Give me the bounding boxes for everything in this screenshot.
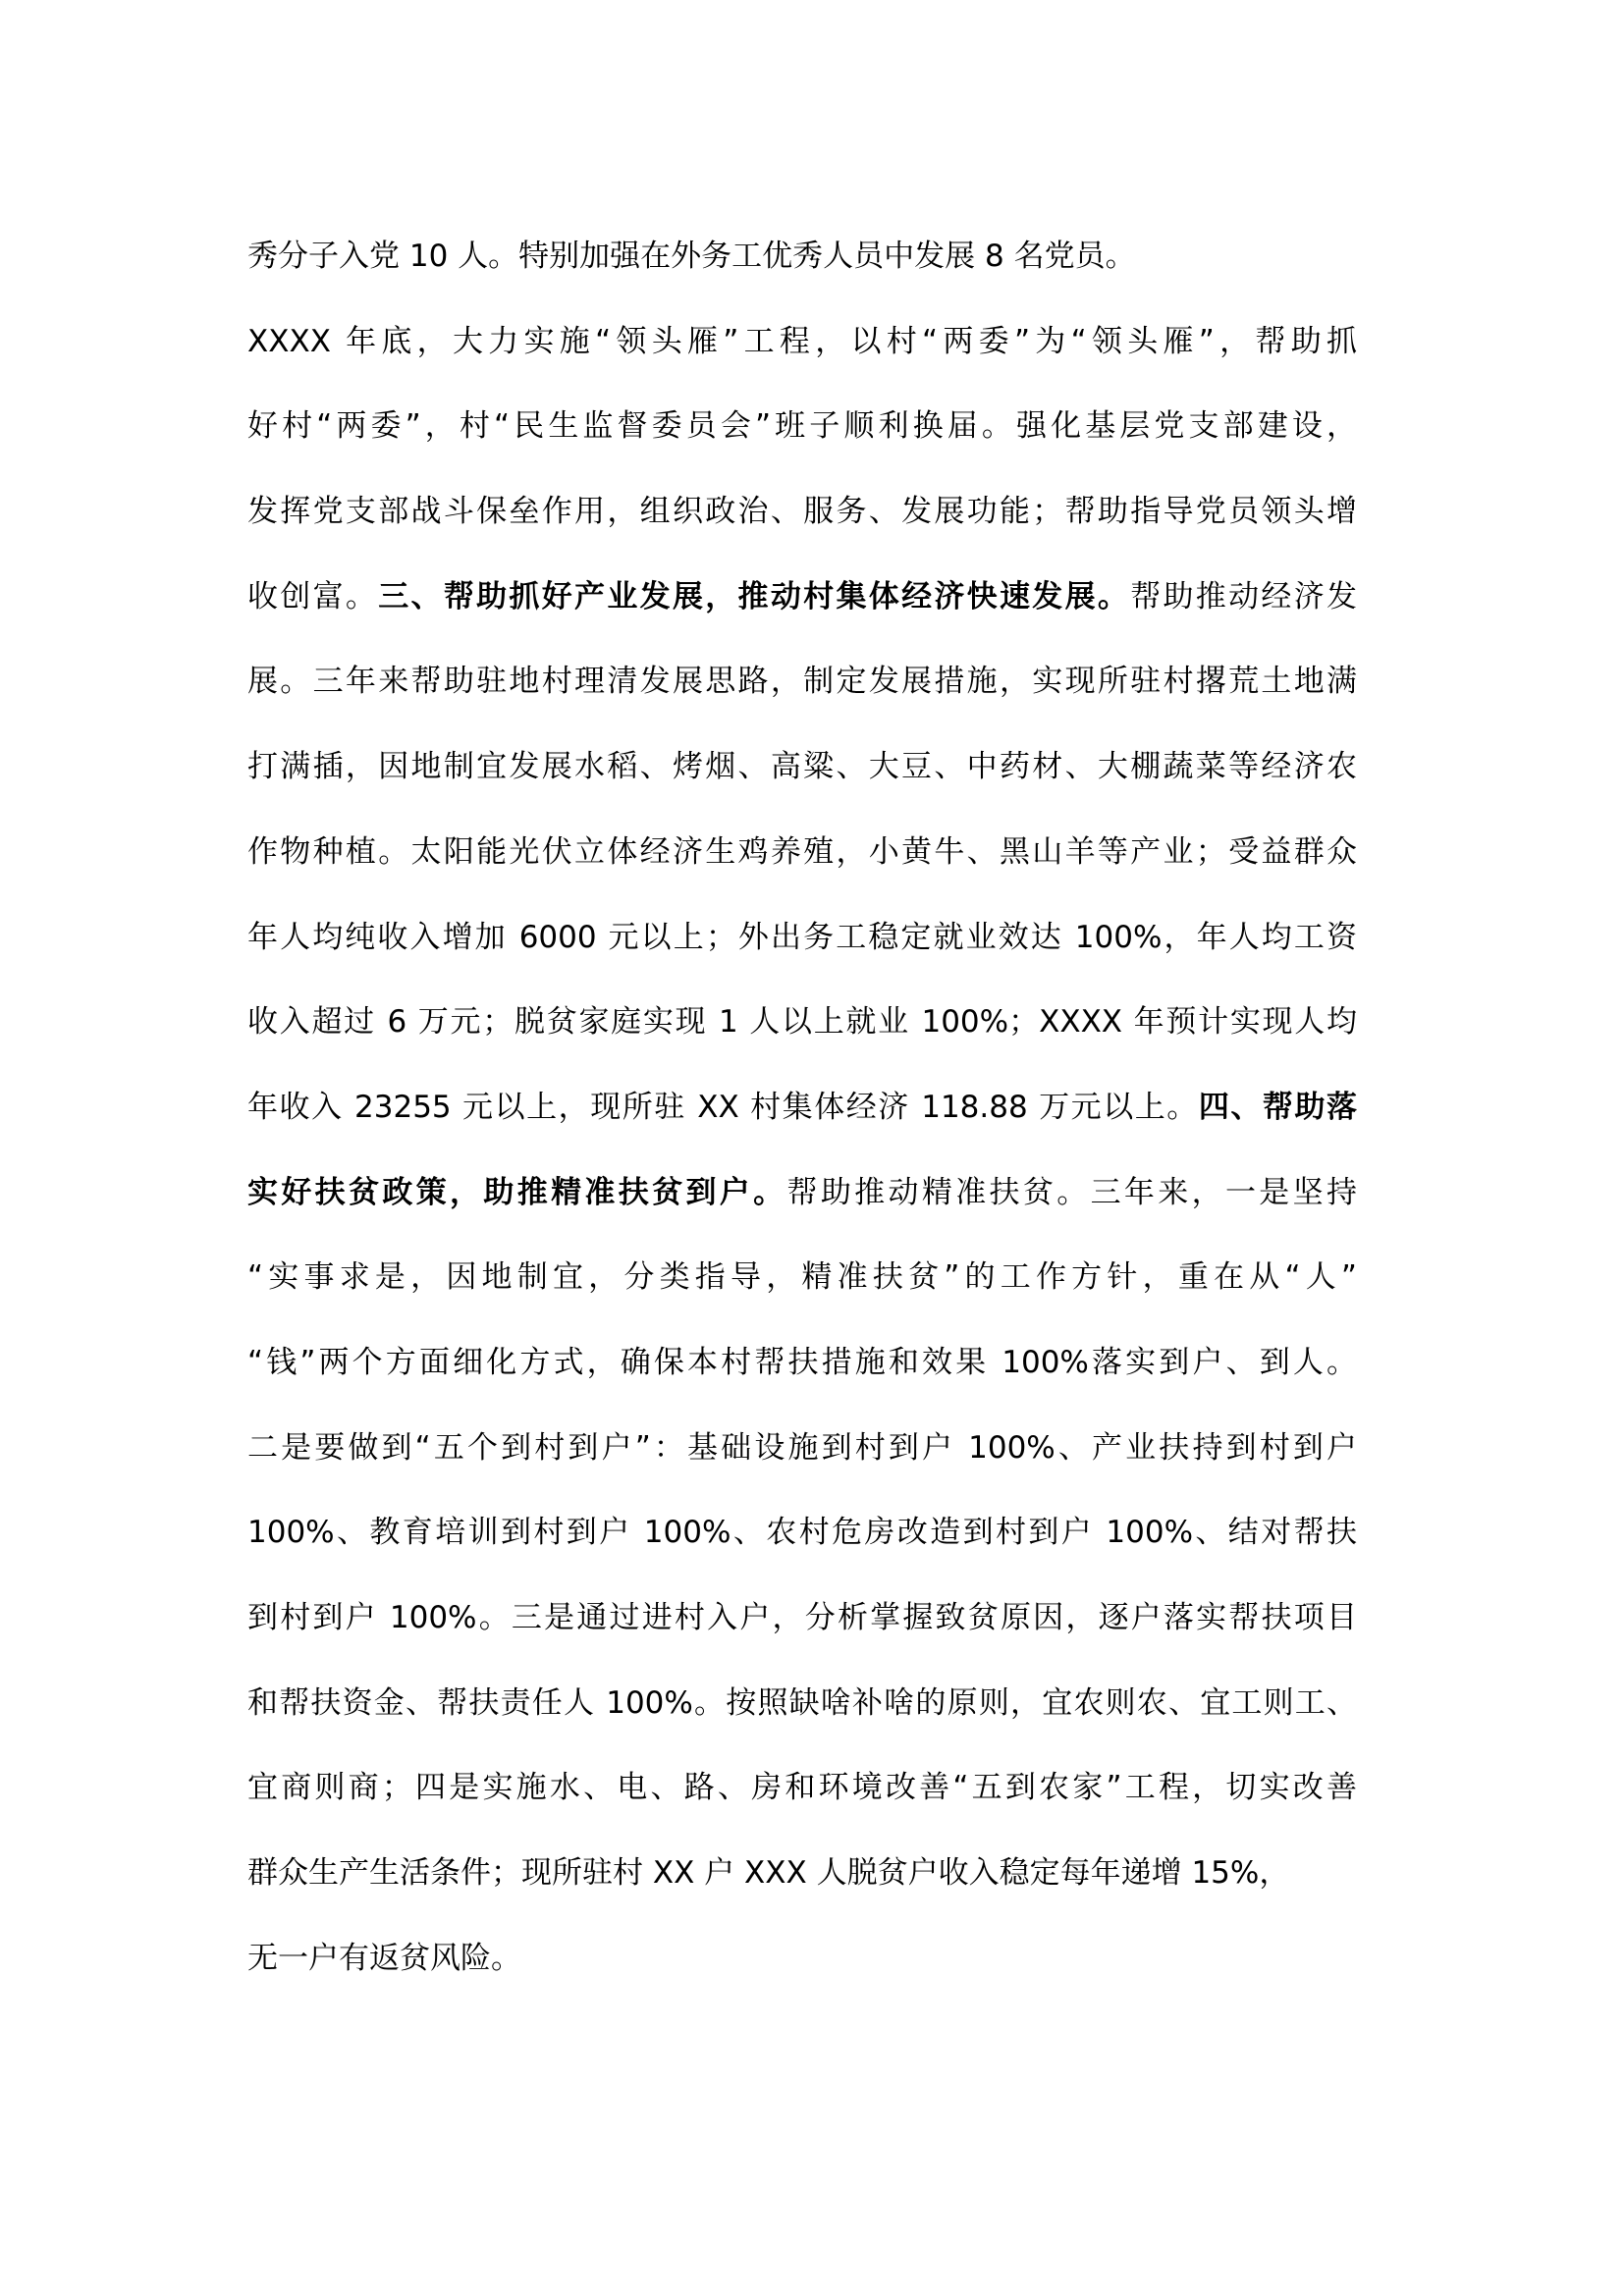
text-line: [247, 384, 1357, 469]
text-run: “钱”两个方面细化方式，确保本村帮扶措施和效果 100%落实到户、到人。: [247, 1344, 1357, 1380]
section-heading-4-start: 四、帮助落: [1198, 1089, 1358, 1125]
text-line: [247, 469, 1357, 555]
text-run: 群众生产生活条件；现所驻村 XX 户 XXX 人脱贫户收入稳定每年递增 15%，: [247, 1855, 1290, 1892]
text-line: [247, 214, 1357, 299]
section-heading-3: 三、帮助抓好产业发展，推动村集体经济快速发展。: [378, 578, 1131, 614]
text-line: [247, 895, 1357, 981]
text-line: [247, 639, 1357, 724]
text-run: 和帮扶资金、帮扶责任人 100%。按照缺啥补啥的原则，宜农则农、宜工则工、: [247, 1684, 1357, 1721]
text-run: 好村“两委”，村“民生监督委员会”班子顺利换届。强化基层党支部建设，: [247, 408, 1357, 445]
text-run: 宜商则商；四是实施水、电、路、房和环境改善“五到农家”工程，切实改善: [247, 1770, 1357, 1806]
text-line: [247, 1320, 1357, 1406]
text-run: 收入超过 6 万元；脱贫家庭实现 1 人以上就业 100%；XXXX 年预计实现人均: [247, 1004, 1357, 1041]
text-line: [247, 299, 1357, 385]
text-run: 无一户有返贫风险。: [247, 1940, 521, 1976]
text-line: [247, 810, 1357, 895]
text-run: 到村到户 100%。三是通过进村入户，分析掌握致贫原因，逐户落实帮扶项目: [247, 1600, 1357, 1635]
text-run: 帮助推动精准扶贫。三年来，一是坚持: [786, 1174, 1357, 1210]
body-text: [247, 214, 1357, 2001]
text-run: 年收入 23255 元以上，现所驻 XX 村集体经济 118.88 万元以上。: [247, 1089, 1199, 1125]
text-run: 100%、教育培训到村到户 100%、农村危房改造到村到户 100%、结对帮扶: [247, 1515, 1357, 1551]
text-line: [247, 1406, 1357, 1491]
text-run: 帮助推动经济发: [1130, 578, 1358, 614]
text-run: 展。三年来帮助驻地村理清发展思路，制定发展措施，实现所驻村撂荒土地满: [247, 664, 1357, 700]
text-line: [247, 1490, 1357, 1575]
text-run: 年人均纯收入增加 6000 元以上；外出务工稳定就业效达 100%，年人均工资: [247, 919, 1357, 955]
text-line: [247, 555, 1357, 640]
text-line: [247, 1661, 1357, 1746]
text-line: [247, 1150, 1357, 1236]
text-line: [247, 1916, 1357, 2002]
text-line: [247, 724, 1357, 810]
text-line: [247, 1575, 1357, 1661]
text-line: [247, 1065, 1357, 1150]
text-run: XXXX 年底，大力实施“领头雁”工程，以村“两委”为“领头雁”，帮助抓: [247, 323, 1357, 359]
section-heading-4-end: 实好扶贫政策，助推精准扶贫到户。: [247, 1174, 787, 1210]
text-line: [247, 1235, 1357, 1320]
text-run: 作物种植。太阳能光伏立体经济生鸡养殖，小黄牛、黑山羊等产业；受益群众: [247, 833, 1357, 870]
text-run: 二是要做到“五个到村到户”：基础设施到村到户 100%、产业扶持到村到户: [247, 1429, 1357, 1466]
text-run: 收创富。: [247, 578, 379, 614]
text-line: [247, 1831, 1357, 1916]
text-line: [247, 1745, 1357, 1831]
text-run: 发挥党支部战斗保垒作用，组织政治、服务、发展功能；帮助指导党员领头增: [247, 494, 1357, 530]
text-run: 打满插，因地制宜发展水稻、烤烟、高粱、大豆、中药材、大棚蔬菜等经济农: [247, 749, 1357, 785]
text-line: [247, 980, 1357, 1065]
text-run: “实事求是，因地制宜，分类指导，精准扶贫”的工作方针，重在从“人”: [247, 1259, 1357, 1296]
text-run: 秀分子入党 10 人。特别加强在外务工优秀人员中发展 8 名党员。: [247, 239, 1136, 274]
